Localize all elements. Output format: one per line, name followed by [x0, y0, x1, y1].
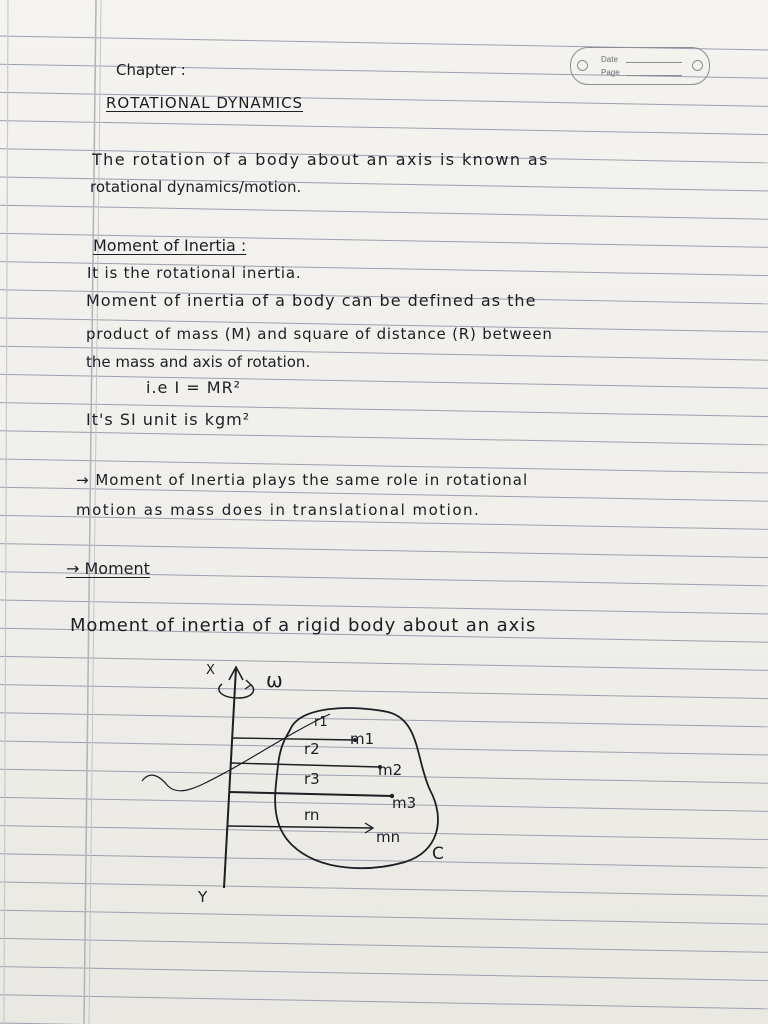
omega-label: ω — [266, 668, 283, 692]
mass-label-m3: m3 — [392, 794, 417, 812]
moi-line-3: product of mass (M) and square of distance (R) between — [86, 325, 553, 343]
intro-line-1: The rotation of a body about an axis is known as — [92, 150, 549, 169]
bullet-moment: → Moment — [66, 559, 150, 578]
distance-line-r1 — [233, 738, 355, 740]
radius-label-r1: r1 — [314, 715, 328, 730]
page-title: ROTATIONAL DYNAMICS — [106, 94, 304, 112]
mass-label-m1: m1 — [350, 730, 375, 748]
axis-label-y: Y — [198, 888, 208, 906]
page-label: Page — [601, 68, 620, 77]
radius-label-rn: rn — [304, 806, 320, 824]
body-label: C — [432, 844, 444, 864]
date-label: Date — [601, 55, 618, 64]
moi-line-4: the mass and axis of rotation. — [86, 353, 311, 371]
distance-line-r2 — [231, 763, 380, 767]
note-line-2: motion as mass does in translational motion. — [76, 501, 481, 519]
axis-label-x: X — [206, 663, 215, 678]
intro-line-2: rotational dynamics/motion. — [90, 178, 302, 196]
section-heading: Moment of inertia of a rigid body about an axis — [70, 615, 537, 636]
rotation-axis — [224, 668, 236, 888]
moi-line-1: It is the rotational inertia. — [87, 264, 302, 282]
mass-label-m2: m2 — [378, 761, 403, 779]
distance-line-rn — [227, 826, 372, 828]
moi-heading: Moment of Inertia : — [93, 236, 247, 255]
radius-label-r3: r3 — [304, 770, 320, 788]
moi-formula: i.e I = MR² — [146, 378, 242, 397]
moi-si-unit: It's SI unit is kgm² — [86, 410, 251, 429]
distance-line-r3 — [229, 792, 392, 796]
chapter-label: Chapter : — [116, 61, 186, 79]
radius-label-r2: r2 — [304, 740, 320, 758]
note-line-1: → Moment of Inertia plays the same role in rotational — [76, 471, 529, 489]
pointer-line — [142, 714, 330, 791]
mass-label-mn: mn — [376, 828, 401, 846]
moi-line-2: Moment of inertia of a body can be defined as the — [86, 291, 537, 310]
